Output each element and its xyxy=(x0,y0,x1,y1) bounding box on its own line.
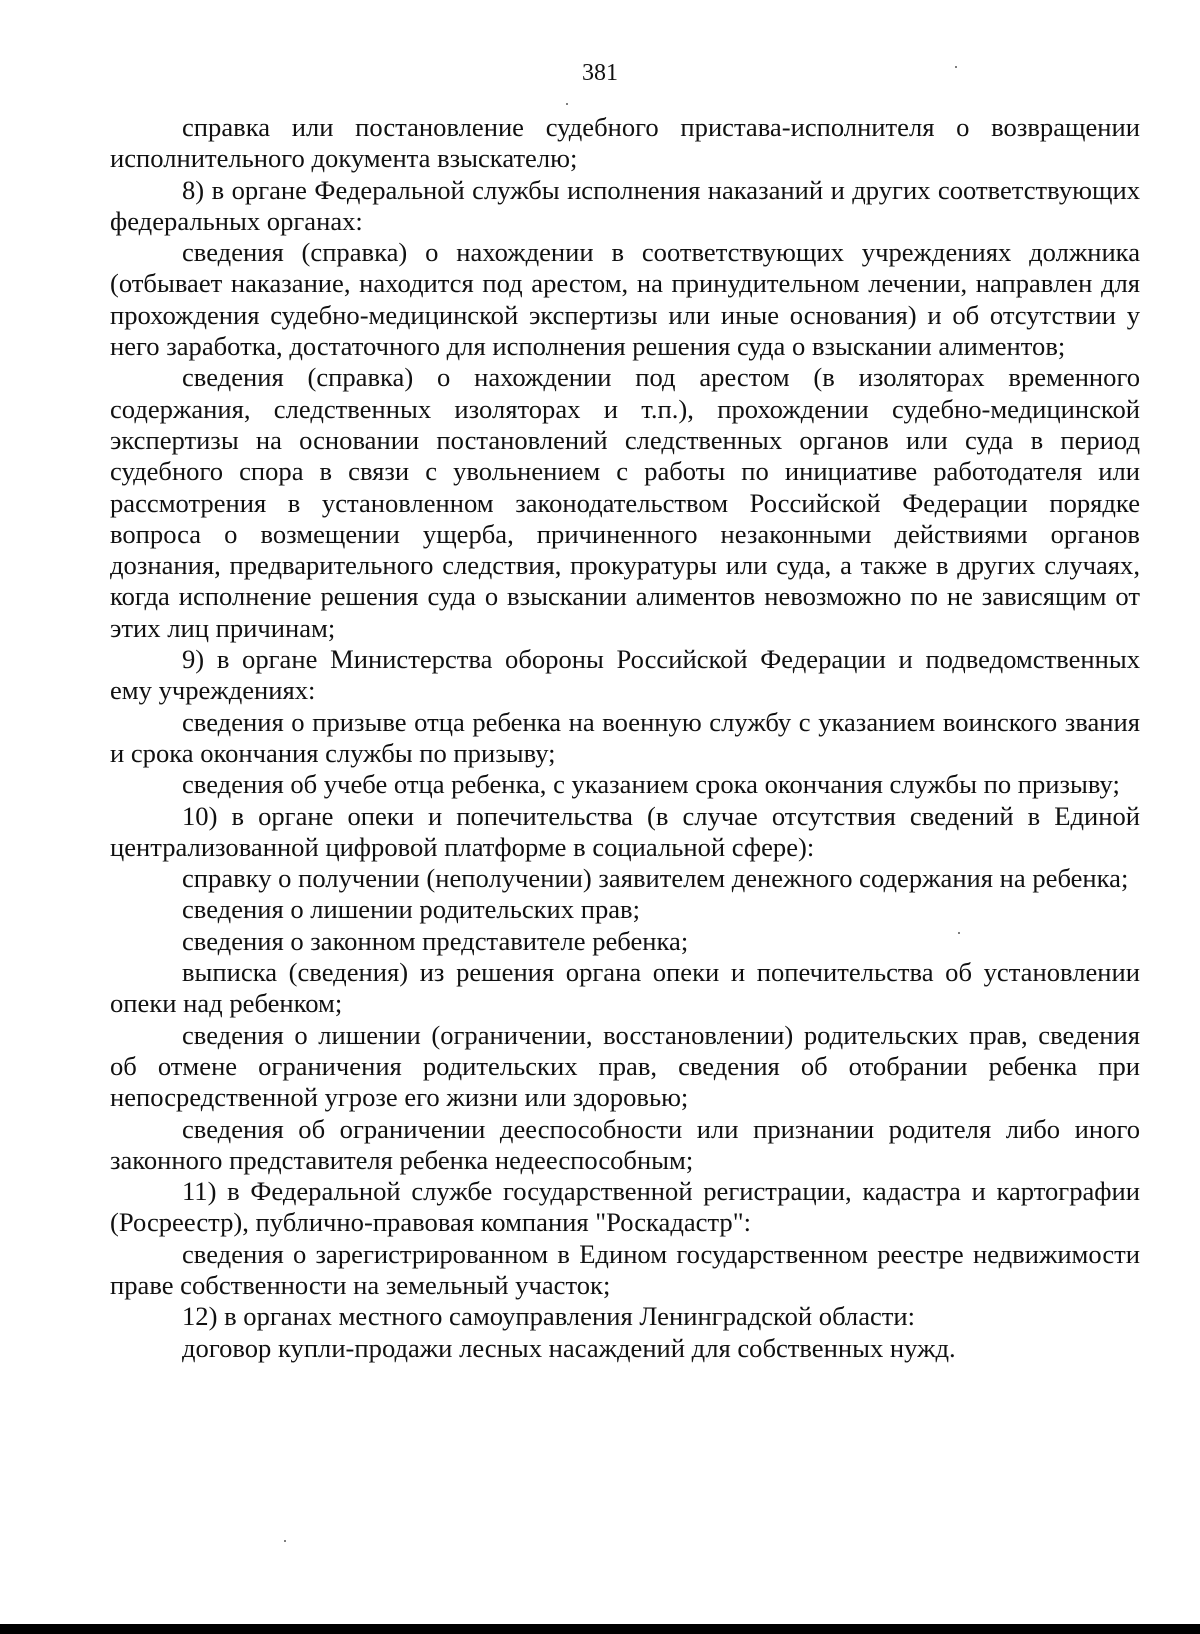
document-body xyxy=(110,112,1140,1364)
paragraph-allowance-certificate: справку о получении (неполучении) заявителем денежного содержания на ребенка; xyxy=(182,863,1129,894)
paragraph-bailiff-certificate: справка или постановление судебного пристава-исполнителя о возвращении исполнительного документа взыскателю; xyxy=(110,112,1140,174)
scan-speck xyxy=(566,103,568,105)
page-number: 381 xyxy=(582,60,618,86)
paragraph-item-9: 9) в органе Министерства обороны Российской Федерации и подведомственных ему учреждениях: xyxy=(110,644,1140,706)
paragraph-father-study: сведения об учебе отца ребенка, с указанием срока окончания службы по призыву; xyxy=(182,769,1120,800)
paragraph-rights-restriction: сведения о лишении (ограничении, восстановлении) родительских прав, сведения об отмене ограничения родительских прав, сведения об отобрании ребенка при непосредственной угрозе его жизни или здоровью; xyxy=(110,1019,1140,1113)
paragraph-land-ownership: сведения о зарегистрированном в Едином государственном реестре недвижимости праве собственности на земельный участок; xyxy=(110,1238,1140,1300)
paragraph-incapacity: сведения об ограничении дееспособности или признании родителя либо иного законного представителя ребенка недееспособным; xyxy=(110,1113,1140,1175)
paragraph-legal-representative: сведения о законном представителе ребенка; xyxy=(182,925,689,956)
scan-speck xyxy=(955,66,957,68)
paragraph-arrest-info: сведения (справка) о нахождении под арестом (в изоляторах временного содержания, следственных изоляторах и т.п.), прохождении судебно-медицинской экспертизы на основании постановлений следственных органов или суда в период судебного спора в связи с увольнением с работы по инициативе работодателя или рассмотрения в установленном законодательством Российской Федерации порядке вопроса о возмещении ущерба, причиненного незаконными действиями органов дознания, предварительного следствия, прокуратуры или суда, а также в других случаях, когда исполнение решения суда о взыскании алиментов невозможно по не зависящим от этих лиц причинам; xyxy=(110,362,1140,643)
scan-speck xyxy=(284,1540,286,1542)
paragraph-debtor-location: сведения (справка) о нахождении в соответствующих учреждениях должника (отбывает наказание, находится под арестом, на принудительном лечении, направлен для прохождения судебно-медицинской экспертизы или иные основания) и об отсутствии у него заработка, достаточного для исполнения решения суда о взыскании алиментов; xyxy=(110,237,1140,362)
paragraph-guardianship-extract: выписка (сведения) из решения органа опеки и попечительства об установлении опеки над ребенком; xyxy=(110,957,1140,1019)
paragraph-military-service: сведения о призыве отца ребенка на военную службу с указанием воинского звания и срока окончания службы по призыву; xyxy=(110,706,1140,768)
paragraph-item-12: 12) в органах местного самоуправления Ленинградской области: xyxy=(182,1301,916,1332)
paragraph-forest-contract: договор купли-продажи лесных насаждений для собственных нужд. xyxy=(182,1332,956,1363)
paragraph-parental-rights: сведения о лишении родительских прав; xyxy=(182,894,641,925)
scan-edge-bar xyxy=(0,1624,1200,1634)
paragraph-item-8: 8) в органе Федеральной службы исполнения наказаний и других соответствующих федеральных органах: xyxy=(110,174,1140,236)
paragraph-item-11: 11) в Федеральной службе государственной регистрации, кадастра и картографии (Росреестр), публично-правовая компания "Роскадастр": xyxy=(110,1176,1140,1238)
scan-speck xyxy=(958,932,960,934)
paragraph-item-10: 10) в органе опеки и попечительства (в случае отсутствия сведений в Единой централизованной цифровой платформе в социальной сфере): xyxy=(110,800,1140,862)
